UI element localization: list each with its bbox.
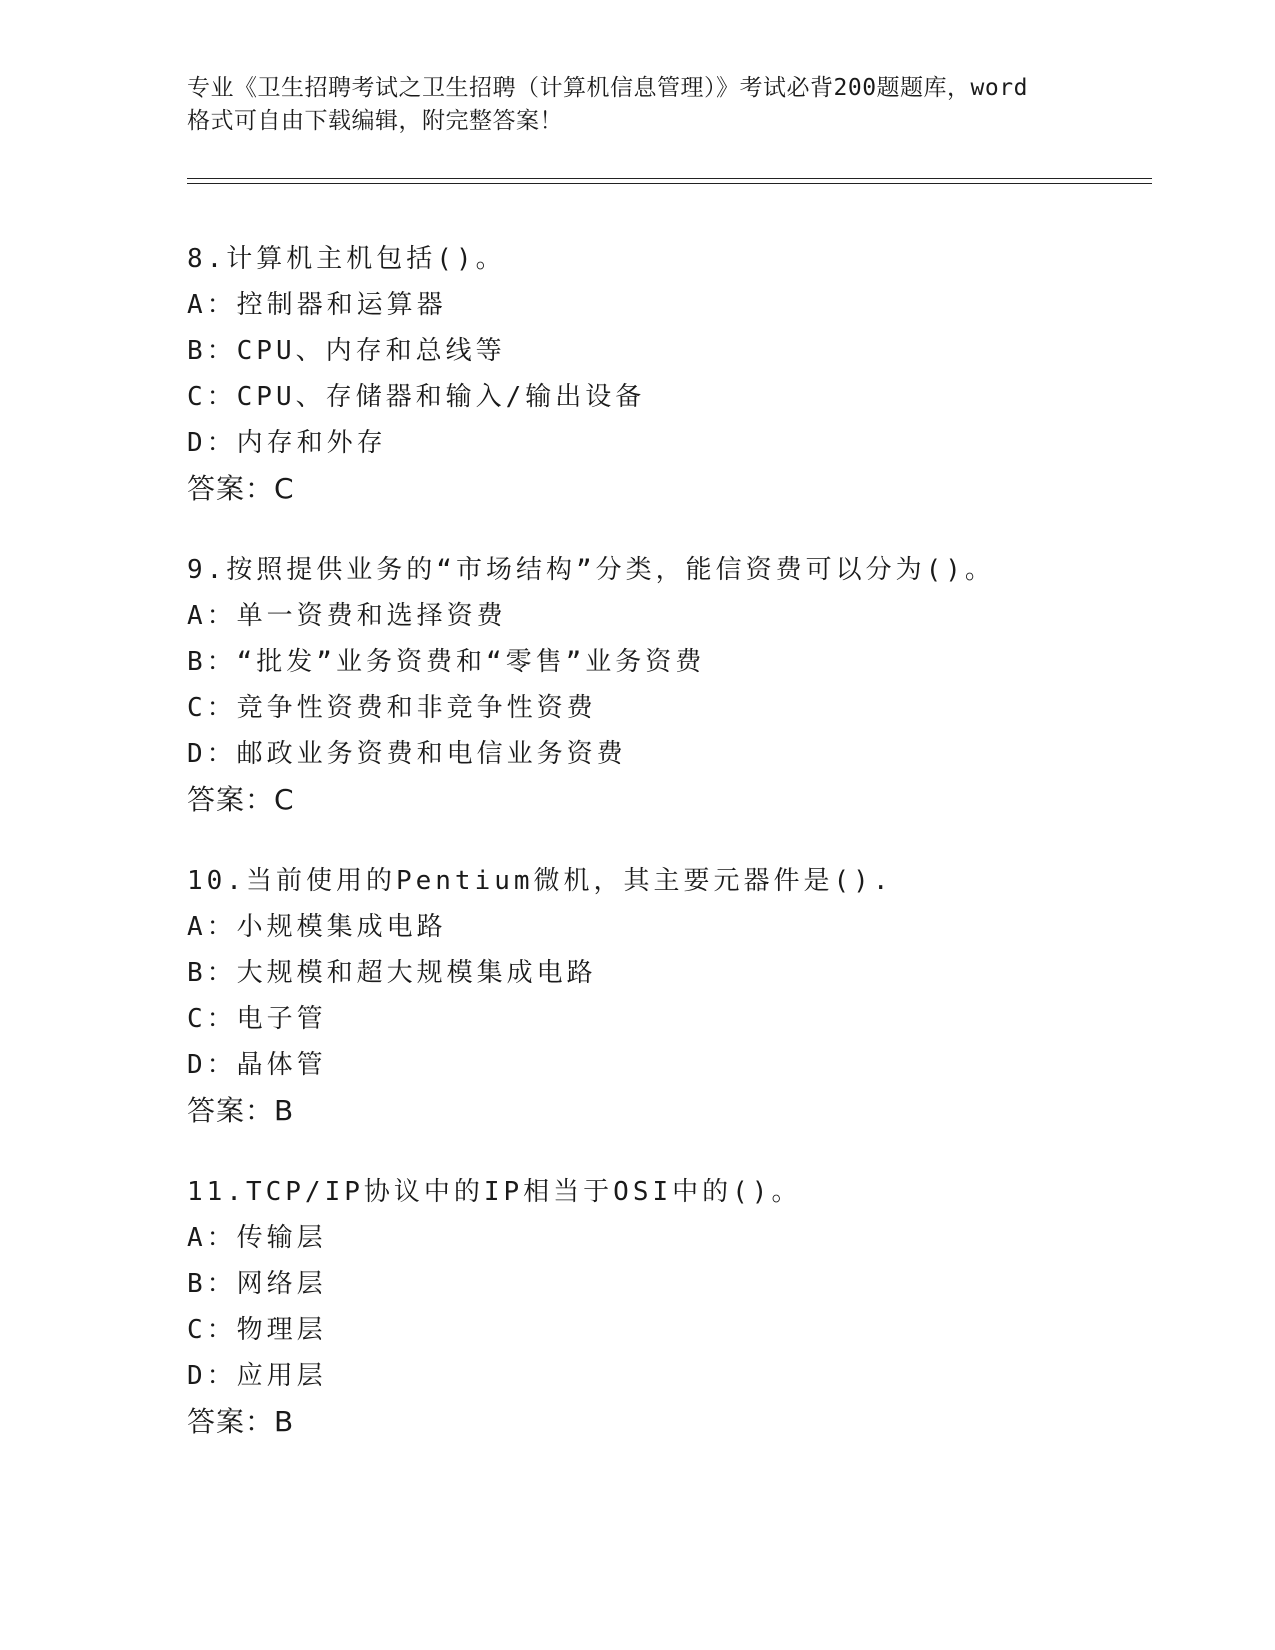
option-c: C：电子管	[187, 1004, 327, 1034]
header-divider-bottom	[187, 183, 1152, 184]
option-a: A：单一资费和选择资费	[187, 601, 507, 631]
answer-line: 答案：B	[187, 1405, 295, 1438]
option-d: D：邮政业务资费和电信业务资费	[187, 739, 627, 769]
question-8	[187, 236, 1187, 512]
header-line-2: 格式可自由下载编辑，附完整答案！	[187, 108, 563, 134]
question-stem: 10.当前使用的Pentium微机，其主要元器件是().	[187, 866, 893, 896]
option-a: A：控制器和运算器	[187, 290, 447, 320]
option-b: B：CPU、内存和总线等	[187, 336, 506, 366]
option-a: A：传输层	[187, 1223, 327, 1253]
header-line-1: 专业《卫生招聘考试之卫生招聘（计算机信息管理）》考试必背200题题库，word	[187, 75, 1028, 101]
question-stem: 11.TCP/IP协议中的IP相当于OSI中的()。	[187, 1177, 802, 1207]
option-c: C：竞争性资费和非竞争性资费	[187, 693, 597, 723]
document-header	[187, 72, 1087, 138]
option-d: D：内存和外存	[187, 428, 387, 458]
answer-line: 答案：B	[187, 1094, 295, 1127]
question-stem: 8.计算机主机包括()。	[187, 244, 506, 274]
option-c: C：物理层	[187, 1315, 327, 1345]
question-list	[187, 236, 1187, 1480]
option-b: B：网络层	[187, 1269, 327, 1299]
option-d: D：应用层	[187, 1361, 327, 1391]
option-a: A：小规模集成电路	[187, 912, 447, 942]
option-c: C：CPU、存储器和输入/输出设备	[187, 382, 646, 412]
header-divider-top	[187, 178, 1152, 179]
option-b: B：大规模和超大规模集成电路	[187, 958, 597, 988]
option-d: D：晶体管	[187, 1050, 327, 1080]
answer-line: 答案：C	[187, 472, 295, 505]
option-b: B：“批发”业务资费和“零售”业务资费	[187, 647, 706, 677]
question-9	[187, 547, 1187, 823]
question-11	[187, 1169, 1187, 1445]
question-10	[187, 858, 1187, 1134]
question-stem: 9.按照提供业务的“市场结构”分类，能信资费可以分为()。	[187, 555, 995, 585]
answer-line: 答案：C	[187, 783, 295, 816]
